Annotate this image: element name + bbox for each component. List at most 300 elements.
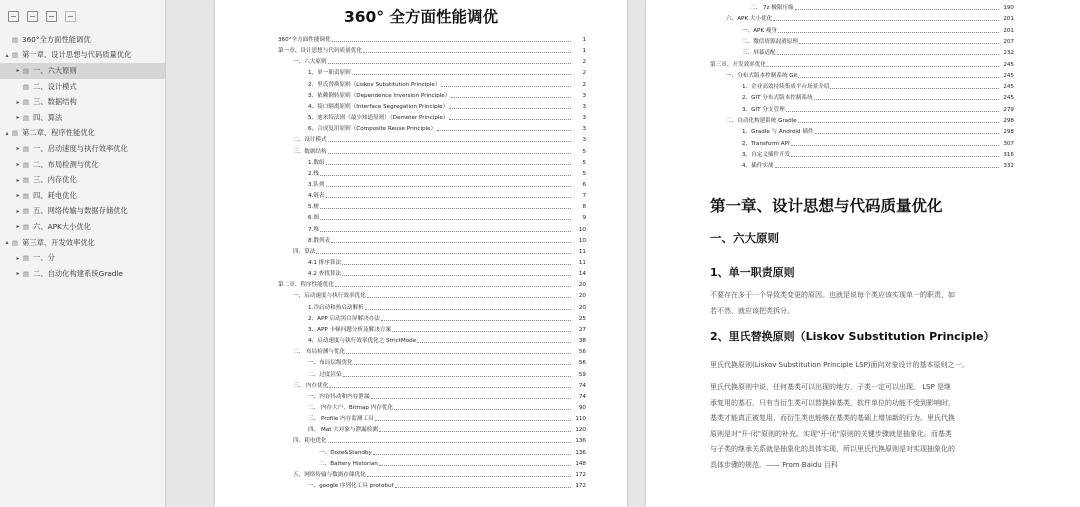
toc-entry-page: 1	[582, 37, 586, 43]
toc-leader	[392, 331, 571, 332]
toc-entry-title: 四、耗电优化	[293, 438, 327, 445]
toc-entry[interactable]	[215, 415, 586, 424]
toc-entry[interactable]	[215, 58, 586, 67]
toc-entry[interactable]	[646, 140, 1014, 149]
expand-caret-icon[interactable]: ▴	[5, 51, 9, 59]
subsection-heading: 1、单一职责原则	[710, 266, 795, 279]
toc-entry-page: 74	[578, 382, 586, 389]
toc-leader	[798, 77, 999, 78]
toc-entry-page: 245	[1003, 95, 1014, 102]
toc-entry[interactable]	[215, 259, 586, 268]
toc-entry-title: 4、接口隔离原则（Interface Segregation Principle）	[308, 103, 449, 110]
toc-entry-title: 3.队列	[308, 181, 325, 188]
bookmark-icon: ▤	[22, 82, 30, 91]
toc-leader	[437, 130, 571, 131]
collapse-all-icon[interactable]	[27, 11, 38, 22]
expand-caret-icon[interactable]: ▴	[5, 129, 9, 137]
toc-leader	[449, 108, 571, 109]
toc-entry-page: 245	[1003, 61, 1014, 68]
bookmark-icon: ▤	[22, 113, 30, 122]
toc-entry-page: 3	[582, 115, 586, 122]
toc-entry[interactable]	[215, 382, 586, 391]
expand-caret-icon[interactable]: ▸	[16, 161, 20, 169]
toc-entry-page: 20	[578, 304, 586, 311]
toc-entry-page: 59	[578, 371, 586, 378]
toc-entry-title: 1.冷启动和热启动解析	[308, 304, 364, 311]
bookmark-icon: ▤	[22, 176, 30, 185]
toc-leader	[379, 431, 571, 432]
expand-all-icon[interactable]	[8, 11, 19, 22]
toc-leader	[328, 153, 571, 154]
bookmark-tree	[0, 32, 165, 282]
toc-leader	[791, 145, 999, 146]
toc-leader	[777, 54, 999, 55]
toc-entry-title: 五、网络传输与数据存储优化	[293, 471, 366, 478]
toc-entry-title: 三、屏幕适配	[742, 50, 776, 57]
bookmark-icon: ▤	[22, 160, 30, 169]
toc-entry-page: 232	[1003, 50, 1014, 57]
toc-leader	[329, 387, 571, 388]
bookmark-label: 一、启动速度与执行效率优化	[33, 143, 128, 153]
toc-entry[interactable]	[646, 151, 1014, 160]
bookmark-icon: ▤	[11, 51, 19, 60]
toc-entry[interactable]	[215, 47, 586, 56]
toc-leader	[328, 141, 571, 142]
bookmark-item[interactable]	[0, 172, 165, 188]
toc-leader	[332, 41, 571, 42]
toc-leader	[346, 353, 571, 354]
toc-entry-page: 9	[582, 215, 586, 222]
toc-leader	[371, 398, 571, 399]
toc-entry[interactable]	[215, 348, 586, 357]
toc-leader	[375, 420, 571, 421]
toc-entry-page: 1	[582, 48, 586, 55]
toc-leader	[320, 219, 571, 220]
toc-leader	[320, 175, 571, 176]
toc-leader	[367, 297, 571, 298]
toc-leader	[342, 275, 571, 276]
toc-leader	[365, 309, 571, 310]
toc-entry-title: 二、 布局检测与优化	[293, 349, 346, 356]
toc-entry-page: 90	[578, 404, 586, 411]
bookmark-icon: ▤	[22, 191, 30, 200]
toc-entry-title: 4.链表	[308, 193, 325, 200]
expand-caret-icon[interactable]: ▸	[16, 270, 20, 278]
toc-entry-page: 110	[575, 416, 586, 423]
toc-entry[interactable]	[646, 4, 1014, 13]
toc-entry-page: 245	[1003, 84, 1014, 91]
toc-entry-title: 三、数据结构	[293, 148, 327, 155]
bookmark-icon: ▤	[22, 144, 30, 153]
bookmark-label: 360°全方面性能调优	[22, 34, 91, 44]
toc-entry-title: 5.树	[308, 204, 319, 211]
bookmark-label: 二、设计模式	[33, 81, 77, 91]
toc-entry-page: 14	[578, 271, 586, 278]
toc-entry[interactable]	[646, 27, 1014, 36]
toc-entry[interactable]	[215, 393, 586, 402]
bookmark-item[interactable]	[0, 219, 165, 235]
toc-entry-title: 一、分布式版本控制系统 Git	[726, 72, 798, 79]
bookmark-item[interactable]	[0, 48, 165, 64]
bookmark-icon: ▤	[22, 269, 30, 278]
toc-entry[interactable]	[215, 371, 586, 380]
bookmark-label: 四、算法	[33, 112, 63, 122]
toc-entry-title: 6、合成复用原则（Composite Reuse Principle）	[308, 126, 437, 133]
toc-entry-title: 一、APK 瘦身	[742, 27, 778, 34]
toc-leader	[379, 465, 571, 466]
expand-caret-icon[interactable]: ▴	[5, 239, 9, 247]
bookmark-label: 五、网络传输与数据存储优化	[33, 206, 128, 216]
toc-leader	[815, 133, 999, 134]
toc-entry-page: 56	[578, 349, 586, 356]
pdf-page-chapter1	[646, 0, 1080, 507]
toc-entry[interactable]	[646, 83, 1014, 92]
toc-entry[interactable]	[215, 226, 586, 235]
toc-entry[interactable]	[646, 94, 1014, 103]
bookmark-label: 一、六大原则	[33, 65, 77, 75]
toc-entry[interactable]	[215, 214, 586, 223]
toc-entry-page: 11	[578, 248, 586, 255]
toc-entry[interactable]	[215, 315, 586, 324]
toc-leader	[352, 74, 571, 75]
toc-entry[interactable]	[646, 61, 1014, 70]
toc-leader	[367, 476, 571, 477]
bookmark-icon: ▤	[22, 66, 30, 75]
bookmark-icon: ▤	[11, 35, 19, 44]
toc-entry-page: 5	[582, 170, 586, 177]
toc-entry[interactable]	[215, 136, 586, 145]
toc-entry-page: 56	[578, 360, 586, 367]
toc-leader	[381, 320, 571, 321]
expand-caret-icon[interactable]: ▸	[16, 192, 20, 200]
subsection-heading: 2、里氏替换原则（Liskov Substitution Principle）	[710, 330, 995, 343]
bookmark-label: 四、耗电优化	[33, 190, 77, 200]
toc-entry-title: 一、启动速度与执行效率优化	[293, 293, 366, 300]
bookmark-icon: ▤	[22, 207, 30, 216]
toc-entry-page: 3	[582, 137, 586, 144]
toc-leader	[394, 409, 571, 410]
expand-caret-icon[interactable]: ▸	[16, 67, 20, 75]
paragraph: 里氏代换原则中说，任何基类可以出现的地方，子类一定可以出现。 LSP 是继 承复用的基石，只有当衍生类可以替换掉基类，软件单位的功能不受到影响时， 基类才能真正被复用，而衍生类也能够在基类的基础上增加新的行为。里氏代换 原则是对"开-闭"原则的补充。实现"开-闭"原则的关键步骤就是抽象化。而基类 与子类的继承关系就是抽象化的具体实现，所以里氏代换原则是对实现抽象化的 具体步骤的规范。—— From Baidu 百科	[710, 383, 955, 469]
toc-entry[interactable]	[215, 449, 586, 458]
toc-leader	[778, 32, 999, 33]
toc-leader	[795, 9, 999, 10]
expand-caret-icon[interactable]: ▸	[16, 176, 20, 184]
bookmark-item[interactable]	[0, 32, 165, 48]
toc-entry-title: 二、设计模式	[293, 137, 327, 144]
toc-entry[interactable]	[215, 270, 586, 279]
toc-entry[interactable]	[215, 437, 586, 446]
toc-leader	[441, 86, 571, 87]
toc-entry-page: 3	[582, 126, 586, 133]
toc-entry-page: 172	[575, 483, 586, 489]
toc-entry[interactable]	[215, 482, 586, 491]
toc-entry[interactable]	[215, 460, 586, 469]
toc-entry[interactable]	[646, 49, 1014, 58]
expand-caret-icon[interactable]: ▸	[16, 223, 20, 231]
toc-leader	[326, 186, 571, 187]
expand-caret-icon[interactable]: ▸	[16, 207, 20, 215]
toc-entry[interactable]	[215, 159, 586, 168]
toc-entry[interactable]	[646, 117, 1014, 126]
toc-entry-page: 5	[582, 148, 586, 155]
toc-entry[interactable]	[215, 326, 586, 335]
bookmark-item[interactable]	[0, 141, 165, 157]
toc-entry-title: 四、 Mat 大对象与泄漏检测	[308, 427, 378, 434]
toc-entry-page: 2	[582, 81, 586, 88]
toc-entry-page: 3	[582, 92, 586, 99]
toc-entry[interactable]	[215, 92, 586, 101]
toc-entry-title: 二、微信资源混淆原理	[742, 38, 798, 45]
toc-entry-page: 25	[578, 315, 586, 322]
toc-entry-title: 四、算法	[293, 248, 316, 255]
bookmark-item[interactable]	[0, 250, 165, 266]
toc-entry-title: 二、 内存大户，Bitmap 内存优化	[308, 404, 394, 411]
toc-leader	[798, 122, 999, 123]
toc-entry[interactable]	[215, 281, 586, 290]
toc-entry-page: 11	[578, 260, 586, 266]
toc-entry-title: 三、 内存优化	[293, 382, 329, 389]
toc-entry-title: 三、 Profile 内存监测工具	[308, 416, 374, 423]
toc-entry[interactable]	[646, 162, 1014, 171]
toc-entry[interactable]	[215, 69, 586, 78]
toc-entry-title: 1、Gradle 与 Android 插件	[742, 129, 814, 136]
toc-entry-page: 172	[575, 471, 586, 478]
toc-entry-page: 136	[575, 438, 586, 445]
toc-entry-page: 245	[1003, 72, 1014, 79]
toc-entry[interactable]	[646, 38, 1014, 47]
toc-entry-page: 6	[582, 181, 586, 188]
toc-entry[interactable]	[215, 148, 586, 157]
toc-entry-title: 3、自定义插件开发	[742, 151, 791, 158]
expand-caret-icon[interactable]: ▸	[16, 145, 20, 153]
toc-leader	[449, 119, 571, 120]
toc-leader	[814, 99, 999, 100]
toc-entry[interactable]	[215, 103, 586, 112]
toc-leader	[326, 164, 571, 165]
toc-entry-page: 3	[582, 103, 586, 110]
toc-leader	[767, 66, 999, 67]
toc-entry-title: 一、内存抖动和内存泄漏	[308, 393, 370, 400]
paragraph: 里氏代换原则(Liskov Substitution Principle LSP)面向对象设计的基本原则之一。	[710, 361, 969, 369]
toc-entry-title: 5、迪米特法则（最少知道原则）（Demeter Principle）	[308, 115, 449, 122]
expand-caret-icon[interactable]: ▸	[16, 98, 20, 106]
toc-entry-page: 10	[578, 226, 586, 233]
bookmark-icon: ▤	[22, 98, 30, 107]
bookmark-item[interactable]	[0, 79, 165, 95]
toc-entry-title: 4.1 排序算法	[308, 260, 342, 266]
toc-leader	[830, 88, 999, 89]
toc-entry-title: 2.栈	[308, 170, 319, 177]
toc-entry-page: 120	[575, 427, 586, 434]
toc-entry[interactable]	[215, 181, 586, 190]
toc-leader	[331, 242, 571, 243]
toc-entry-title: 3、APP 卡顿问题分析及解决方案	[308, 326, 392, 333]
toc-entry-page: 7	[582, 193, 586, 200]
bookmark-label: 第三章、开发效率优化	[22, 237, 95, 247]
toc-leader	[775, 167, 999, 168]
toc-entry[interactable]	[215, 81, 586, 90]
toc-leader	[328, 442, 571, 443]
bookmark-label: 一、分	[33, 253, 55, 263]
toc-entry[interactable]	[215, 304, 586, 313]
bookmark-item[interactable]	[0, 94, 165, 110]
toc-entry[interactable]	[215, 36, 586, 45]
toc-entry-title: 一、Doze&Standby	[319, 449, 372, 456]
toc-entry-title: 1.数组	[308, 159, 325, 166]
toc-entry-page: 20	[578, 293, 586, 300]
toc-entry-title: 2、GIT 分布式版本控制系统	[742, 95, 813, 102]
toc-entry[interactable]	[215, 125, 586, 134]
toc-entry-page: 201	[1003, 16, 1014, 23]
toc-entry-page: 38	[578, 338, 586, 345]
toc-leader	[799, 43, 999, 44]
section-heading: 一、六大原则	[710, 231, 779, 245]
toc-entry-page: 8	[582, 204, 586, 211]
bookmark-label: 三、数据结构	[33, 97, 77, 107]
toc-entry[interactable]	[215, 192, 586, 201]
paragraph: 不要存在多于一个导致类变更的原因。也就是说每个类应该实现单一的职责，如 若不然，就应该把类拆分。	[710, 291, 955, 315]
toc-leader	[773, 20, 999, 21]
toc-entry-title: 第三章、开发效率优化	[710, 61, 766, 68]
toc-leader	[342, 264, 571, 265]
toc-leader	[791, 156, 999, 157]
toc-entry[interactable]	[215, 237, 586, 246]
toc-entry-title: 7.堆	[308, 226, 319, 233]
expand-caret-icon[interactable]: ▸	[16, 114, 20, 122]
toc-entry-page: 10	[578, 237, 586, 244]
toc-entry[interactable]	[215, 359, 586, 368]
toc-entry-title: 4、启动速度与执行效率优化之 StrictMode	[308, 338, 417, 345]
bookmark-label: 二、布局检测与优化	[33, 159, 99, 169]
toc-entry[interactable]	[215, 404, 586, 413]
bookmark-icon: ▤	[22, 222, 30, 231]
toc-entry-title: 二、Battery Historian	[319, 460, 378, 467]
toc-entry-page: 5	[582, 159, 586, 166]
toc-entry[interactable]	[215, 426, 586, 435]
toc-entry-title: 6.图	[308, 215, 319, 222]
toc-entry-title: 二、过度渲染	[308, 371, 342, 378]
bookmark-item[interactable]	[0, 266, 165, 282]
toc-entry-page: 316	[1003, 151, 1014, 158]
toc-entry-page: 20	[578, 282, 586, 289]
bookmark-item[interactable]	[0, 110, 165, 126]
toc-leader	[326, 197, 571, 198]
bookmark-item[interactable]	[0, 126, 165, 142]
toc-leader	[786, 111, 999, 112]
bookmark-label: 三、内存优化	[33, 175, 77, 185]
bookmark-label: 二、自动化构建系统Gradle	[33, 268, 123, 278]
toc-entry-page: 332	[1003, 163, 1014, 170]
toc-entry-page: 148	[575, 460, 586, 467]
toc-entry-page: 298	[1003, 129, 1014, 136]
bookmark-label: 第二章、程序性能优化	[22, 128, 95, 138]
bookmark-label: 六、APK大小优化	[33, 221, 91, 231]
bookmark-item[interactable]	[0, 63, 165, 79]
bookmark-options-icon[interactable]	[46, 11, 57, 22]
toc-entry-title: 3、GIT 分支管理	[742, 106, 785, 113]
toc-entry-title: 8.散列表	[308, 237, 331, 244]
toc-entry-title: 一、六大原则	[293, 59, 327, 66]
bookmark-item[interactable]	[0, 188, 165, 204]
toc-entry-title: 第二章、程序性能优化	[278, 282, 334, 289]
toc-entry-title: 2、里氏替换原则（Liskov Substitution Principle）	[308, 81, 441, 88]
chapter-heading: 第一章、设计思想与代码质量优化	[710, 197, 943, 215]
bookmark-item[interactable]	[0, 157, 165, 173]
page-title: 360° 全方面性能调优	[343, 8, 498, 26]
toc-entry[interactable]	[215, 292, 586, 301]
toc-leader	[328, 63, 571, 64]
bookmark-item[interactable]	[0, 204, 165, 220]
toc-entry[interactable]	[215, 114, 586, 123]
toc-entry-page: 190	[1003, 5, 1014, 11]
toc-entry-title: 第一章、设计思想与代码质量优化	[278, 48, 362, 55]
toc-entry-page: 279	[1003, 106, 1014, 113]
toc-entry[interactable]	[215, 248, 586, 257]
toc-entry-page: 136	[575, 449, 586, 456]
toc-entry-title: 一、google 序列化工具 protobuf	[308, 483, 394, 489]
toc-entry-title: 一、布局层级优化	[308, 360, 353, 367]
toc-entry[interactable]	[215, 170, 586, 179]
toc-entry-page: 201	[1003, 27, 1014, 34]
toc-entry-page: 27	[578, 326, 586, 333]
toc-leader	[354, 364, 571, 365]
toc-entry-page: 307	[1003, 140, 1014, 147]
expand-caret-icon[interactable]: ▸	[16, 254, 20, 262]
bookmark-icon: ▤	[22, 254, 30, 263]
toc-entry[interactable]	[215, 337, 586, 346]
toc-leader	[320, 231, 571, 232]
toc-entry-page: 74	[578, 393, 586, 400]
toc-leader	[451, 97, 571, 98]
toc-entry-title: 六、APK 大小优化	[726, 16, 773, 23]
toc-entry-title: 4、插件实战	[742, 163, 774, 170]
toc-entry[interactable]	[646, 72, 1014, 81]
toc-entry[interactable]	[215, 203, 586, 212]
bookmark-icon: ▤	[11, 238, 19, 247]
toc-entry[interactable]	[646, 15, 1014, 24]
bookmark-label: 第一章、设计思想与代码质量优化	[22, 50, 132, 60]
toc-entry-title: 1、单一职责原则	[308, 70, 351, 77]
toc-entry[interactable]	[646, 128, 1014, 137]
toc-leader	[320, 208, 571, 209]
bookmark-item[interactable]	[0, 235, 165, 251]
toc-leader	[316, 253, 571, 254]
toc-entry[interactable]	[646, 106, 1014, 115]
toc-entry-title: 3、依赖倒转原则（Dependence Inversion Principle）	[308, 92, 451, 99]
toc-leader	[395, 487, 572, 488]
toc-entry-title: 360°全方面性能调优	[278, 37, 331, 43]
toc-entry-page: 2	[582, 70, 586, 77]
toc-entry-title: 1、企业高效持续集成平台场景介绍	[742, 84, 830, 91]
toc-entry[interactable]	[215, 471, 586, 480]
toc-entry-title: 二、自动化构建系统 Gradle	[726, 118, 797, 124]
toc-entry-title: 2、Transform API	[742, 140, 790, 147]
bookmark-toolbar	[0, 0, 165, 32]
bookmark-icon: ▤	[11, 129, 19, 138]
toc-entry-title: 2、APP 启动黑白屏解决办法	[308, 315, 380, 322]
toc-leader	[373, 454, 571, 455]
toc-entry-title: 二、 7z 极限压缩	[750, 5, 794, 11]
toc-entry-title: 4.2 查找算法	[308, 271, 342, 278]
pdf-page-toc	[215, 0, 627, 507]
toc-leader	[417, 342, 571, 343]
toc-leader	[343, 376, 571, 377]
bookmark-add-icon[interactable]	[65, 11, 76, 22]
toc-entry-page: 298	[1003, 118, 1014, 124]
toc-entry-page: 207	[1003, 38, 1014, 45]
toc-leader	[363, 52, 571, 53]
